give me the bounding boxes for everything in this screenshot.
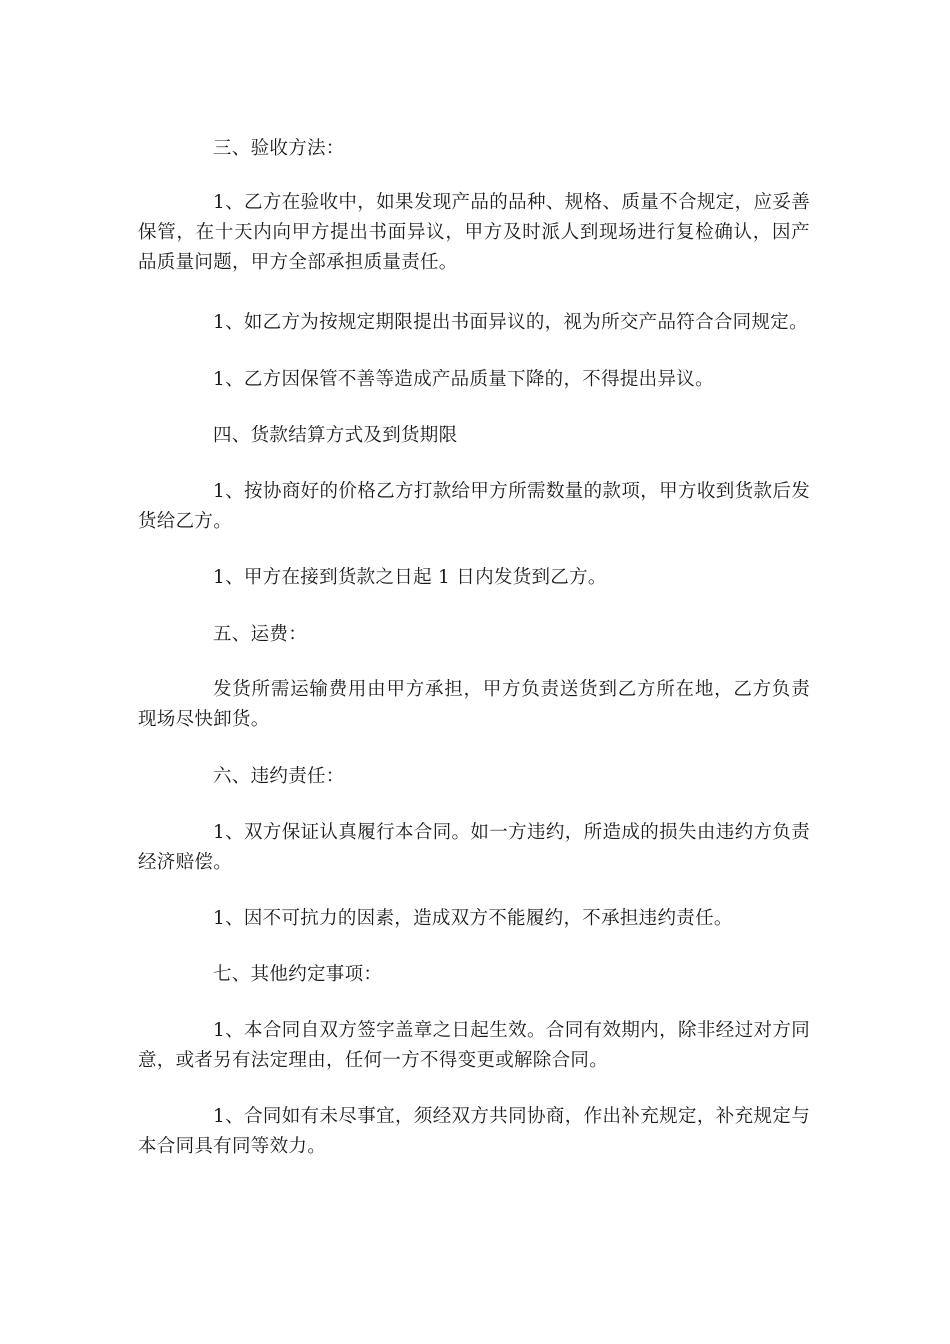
- clause-paragraph: 发货所需运输费用由甲方承担，甲方负责送货到乙方所在地，乙方负责现场尽快卸货。: [138, 679, 810, 730]
- clause-paragraph: 1、甲方在接到货款之日起 1 日内发货到乙方。: [213, 567, 607, 588]
- section-heading-freight: 五、运费：: [213, 624, 308, 645]
- clause-paragraph: 1、如乙方为按规定期限提出书面异议的，视为所交产品符合合同规定。: [213, 312, 808, 333]
- section-heading-payment: 四、货款结算方式及到货期限: [213, 425, 458, 446]
- section-heading-other-matters: 七、其他约定事项：: [213, 964, 383, 985]
- clause-paragraph: 1、因不可抗力的因素，造成双方不能履约，不承担违约责任。: [213, 908, 733, 929]
- clause-paragraph: 1、合同如有未尽事宜，须经双方共同协商，作出补充规定，补充规定与本合同具有同等效力。: [138, 1106, 810, 1157]
- clause-paragraph: 1、乙方因保管不善等造成产品质量下降的，不得提出异议。: [213, 369, 714, 390]
- clause-paragraph: 1、乙方在验收中，如果发现产品的品种、规格、质量不合规定，应妥善保管，在十天内向甲方提出书面异议，甲方及时派人到现场进行复检确认，因产品质量问题，甲方全部承担质量责任。: [138, 192, 810, 273]
- section-heading-acceptance: 三、验收方法：: [213, 138, 345, 159]
- clause-paragraph: 1、按协商好的价格乙方打款给甲方所需数量的款项，甲方收到货款后发货给乙方。: [138, 481, 810, 532]
- clause-paragraph: 1、本合同自双方签字盖章之日起生效。合同有效期内，除非经过对方同意，或者另有法定理由，任何一方不得变更或解除合同。: [138, 1020, 810, 1071]
- section-heading-liability: 六、违约责任：: [213, 766, 345, 787]
- clause-paragraph: 1、双方保证认真履行本合同。如一方违约，所造成的损失由违约方负责经济赔偿。: [138, 822, 810, 873]
